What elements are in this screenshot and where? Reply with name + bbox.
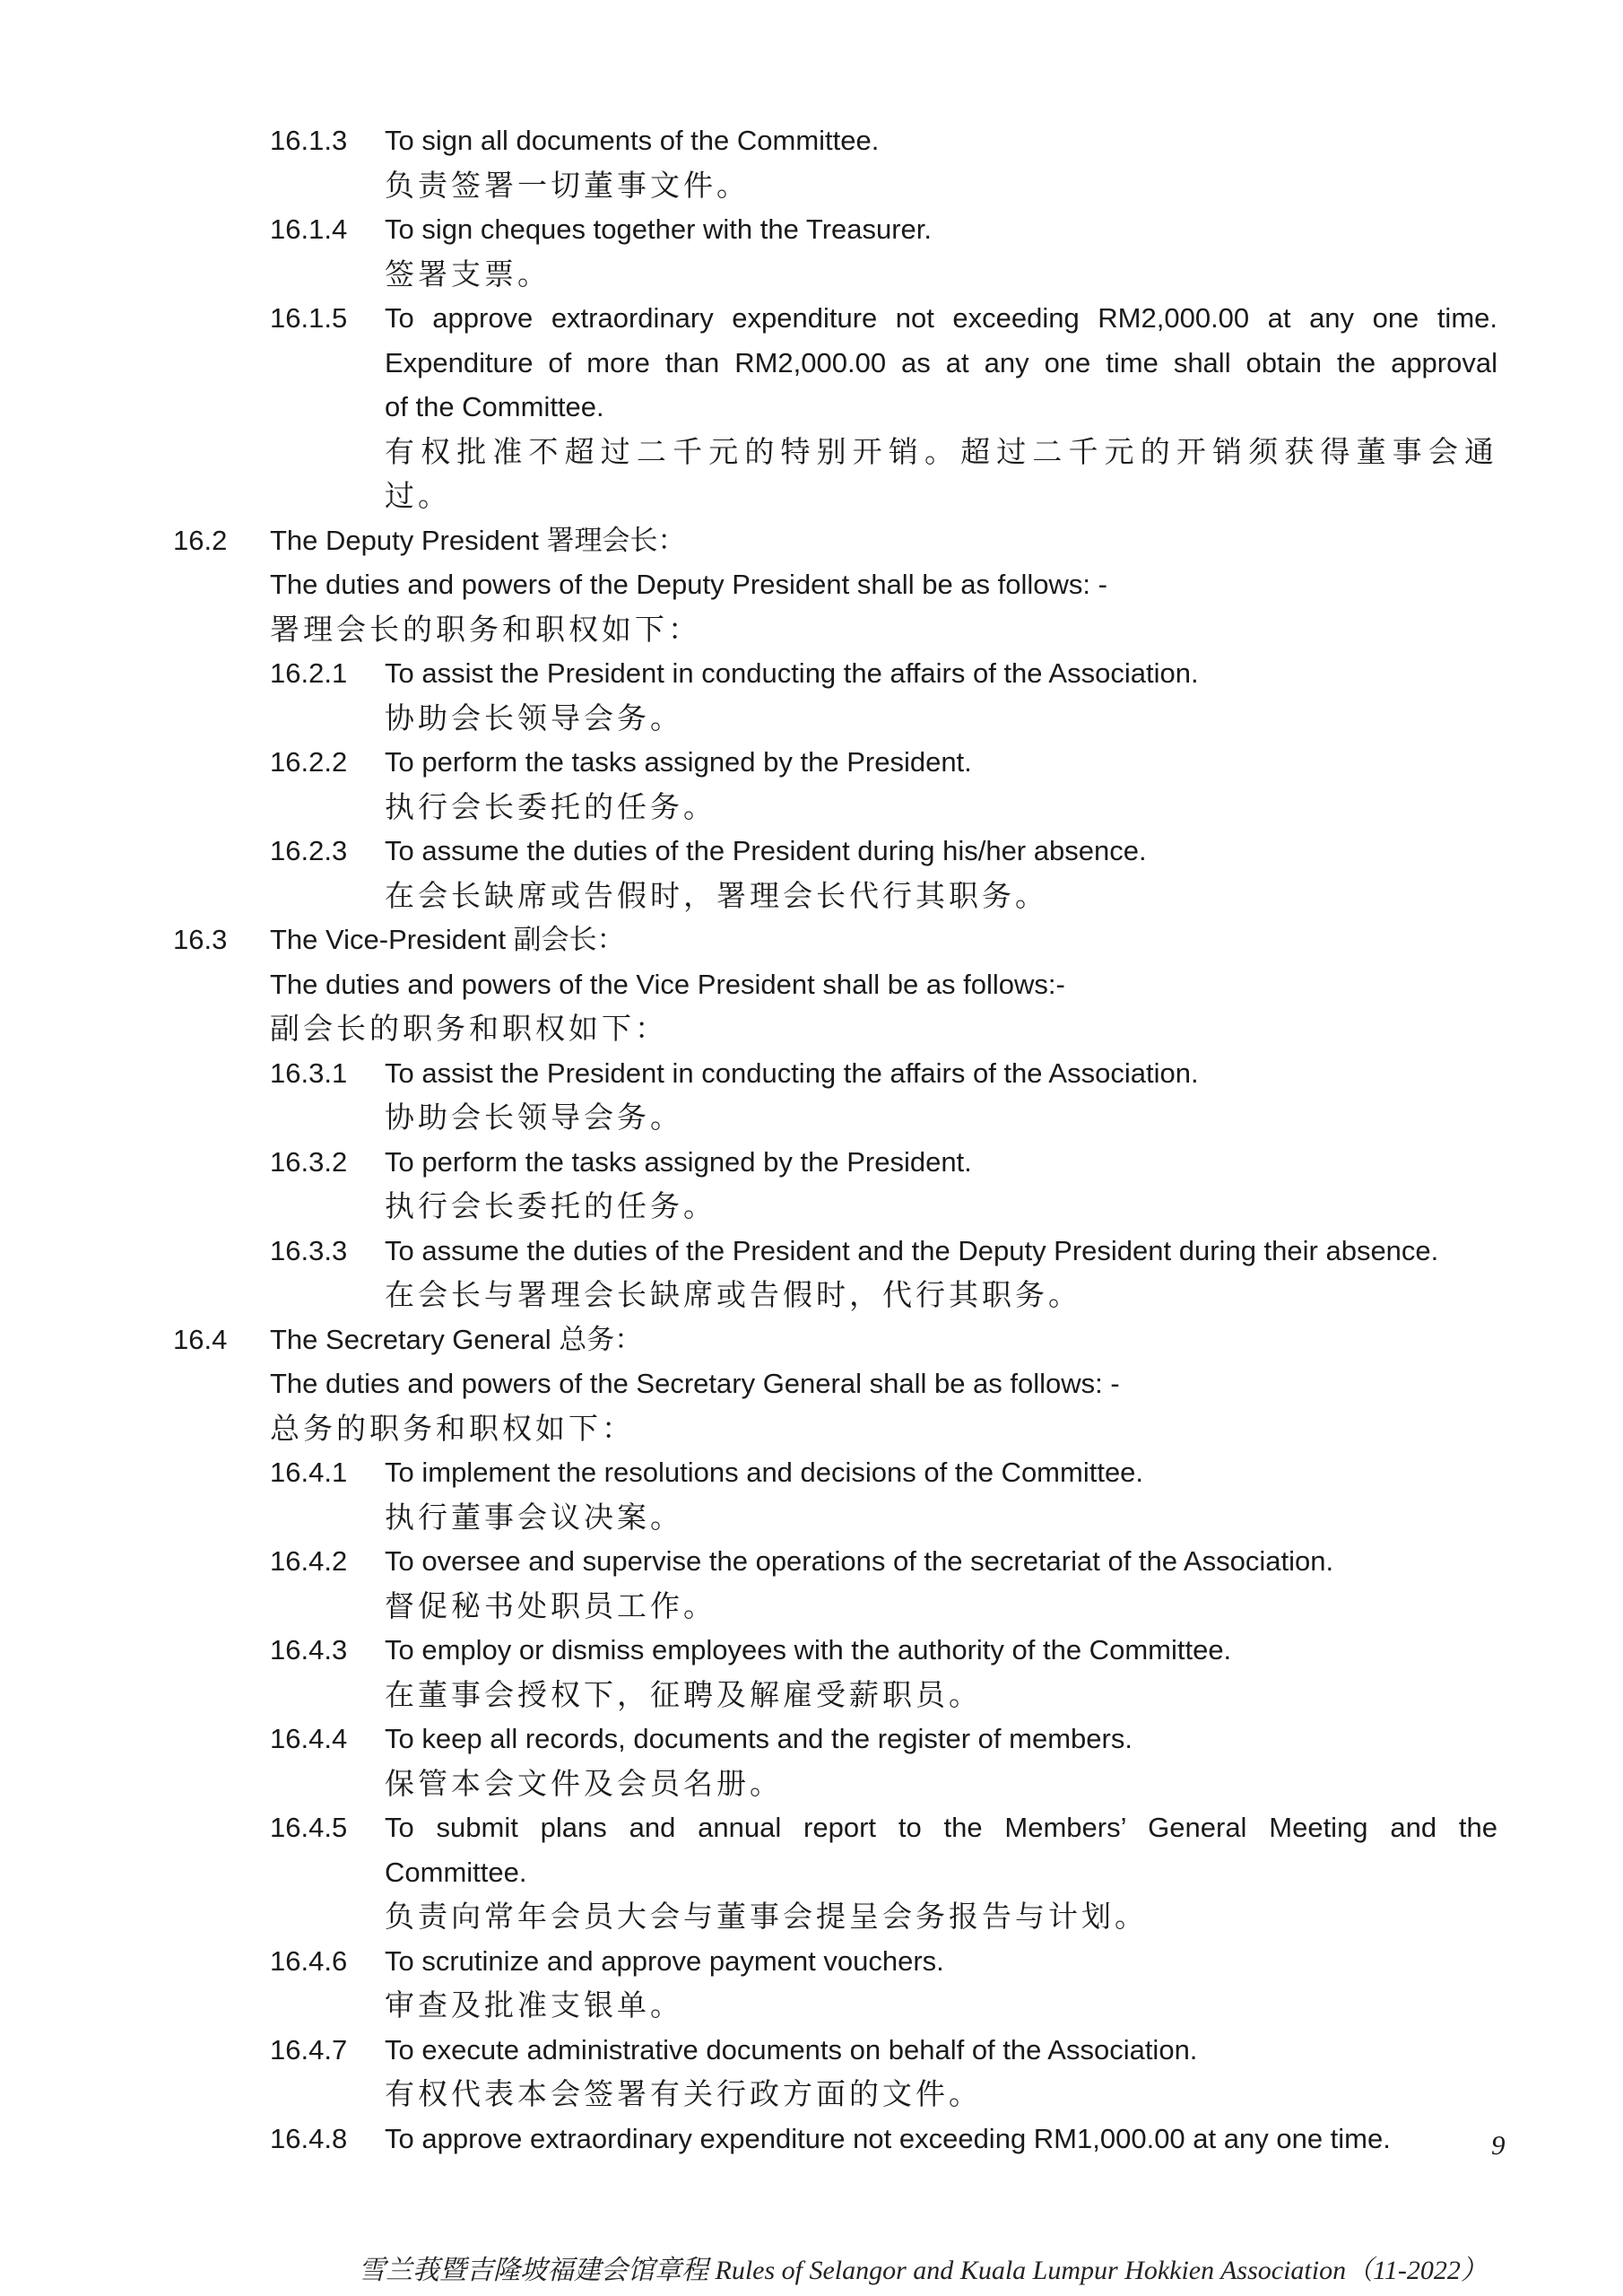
clause-text: To perform the tasks assigned by the President. [385,746,972,778]
clause-text-zh: 有权代表本会签署有关行政方面的文件。 [385,2076,982,2111]
clause-text: To sign all documents of the Committee. [385,125,880,156]
clause-number: 16.2.1 [270,657,348,689]
clause-number: 16.1.4 [270,213,348,245]
clause-text-zh: 审查及批准支银单。 [385,1987,683,2022]
clause-text-zh: 在会长缺席或告假时，署理会长代行其职务。 [385,877,1048,913]
clause-text: To sign cheques together with the Treasurer. [385,213,933,245]
clause-number: 16.3.1 [270,1057,348,1089]
section-intro: The duties and powers of the Secretary General shall be as follows: - [270,1368,1120,1399]
clause-text-zh: 负责向常年会员大会与董事会提呈会务报告与计划。 [385,1899,1148,1934]
section-heading: The Deputy President 署理会长： [270,524,686,556]
clause-text-zh: 保管本会文件及会员名册。 [385,1765,783,1801]
clause-text: To assist the President in conducting the affairs of the Association. [385,1057,1199,1089]
clause-text-zh: 协助会长领导会务。 [385,700,683,735]
page-footer: 雪兰莪暨吉隆坡福建会馆章程 Rules of Selangor and Kuala Lumpur Hokkien Association（11-2022） [359,2256,1488,2285]
clause-text-zh: 执行会长委托的任务。 [385,1188,716,1223]
clause-number: 16.2.3 [270,835,348,866]
clause-text: of the Committee. [385,391,604,422]
clause-text-zh: 有权批准不超过二千元的特别开销。超过二千元的开销须获得董事会通 [385,433,1497,469]
clause-text-zh: 在董事会授权下，征聘及解雇受薪职员。 [385,1676,982,1712]
page-number: 9 [1491,2129,1506,2161]
clause-text: To scrutinize and approve payment vouchers. [385,1944,944,1977]
section-intro: The duties and powers of the Deputy President shall be as follows: - [270,569,1107,600]
clause-number: 16.4.7 [270,2033,348,2066]
clause-text: To approve extraordinary expenditure not exceeding RM2,000.00 at any one time. [385,302,1497,334]
clause-text: Expenditure of more than RM2,000.00 as at any one time shall obtain the approval [385,346,1497,378]
section-heading: The Secretary General 总务： [270,1323,643,1355]
clause-number: 16.2.2 [270,746,348,778]
clause-number: 16.3.2 [270,1145,348,1178]
clause-text: To assume the duties of the President and the Deputy President during their absence. [385,1234,1439,1266]
clause-text-zh: 过。 [385,478,451,513]
clause-text: To submit plans and annual report to the Members’ General Meeting and the [385,1812,1497,1843]
clause-number: 16.4.5 [270,1812,348,1843]
section-heading: The Vice-President 副会长： [270,924,625,955]
section-number: 16.3 [173,924,228,955]
clause-text: To implement the resolutions and decisions of the Committee. [385,1457,1144,1488]
clause-text-zh: 协助会长领导会务。 [385,1100,683,1135]
clause-text-zh: 签署支票。 [385,256,551,291]
clause-number: 16.4.2 [270,1545,348,1577]
section-intro: The duties and powers of the Vice President shall be as follows:- [270,968,1065,1000]
clause-number: 16.4.1 [270,1457,348,1488]
clause-text: To employ or dismiss employees with the authority of the Committee. [385,1634,1232,1665]
clause-text: To oversee and supervise the operations of the secretariat of the Association. [385,1545,1334,1577]
clause-text-zh: 执行董事会议决案。 [385,1499,683,1535]
clause-number: 16.1.5 [270,302,348,334]
clause-text: Committee. [385,1856,527,1888]
clause-text: To execute administrative documents on behalf of the Association. [385,2033,1198,2066]
clause-text: To assist the President in conducting the affairs of the Association. [385,657,1199,689]
clause-number: 16.4.4 [270,1723,348,1754]
section-intro-zh: 副会长的职务和职权如下： [270,1011,668,1046]
clause-number: 16.1.3 [270,125,348,156]
clause-text-zh: 执行会长委托的任务。 [385,788,716,824]
clause-text-zh: 督促秘书处职员工作。 [385,1587,716,1623]
section-number: 16.2 [173,524,228,556]
clause-number: 16.4.8 [270,2122,348,2154]
clause-number: 16.4.6 [270,1944,348,1977]
clause-number: 16.3.3 [270,1234,348,1266]
clause-text-zh: 负责签署一切董事文件。 [385,167,750,203]
section-intro-zh: 署理会长的职务和职权如下： [270,611,701,647]
section-intro-zh: 总务的职务和职权如下： [270,1410,635,1446]
clause-number: 16.4.3 [270,1634,348,1665]
clause-text: To keep all records, documents and the register of members. [385,1723,1133,1754]
clause-text: To perform the tasks assigned by the President. [385,1145,972,1178]
clause-text: To assume the duties of the President during his/her absence. [385,835,1147,866]
section-number: 16.4 [173,1323,228,1355]
clause-text-zh: 在会长与署理会长缺席或告假时，代行其职务。 [385,1277,1081,1312]
clause-text: To approve extraordinary expenditure not exceeding RM1,000.00 at any one time. [385,2122,1391,2154]
